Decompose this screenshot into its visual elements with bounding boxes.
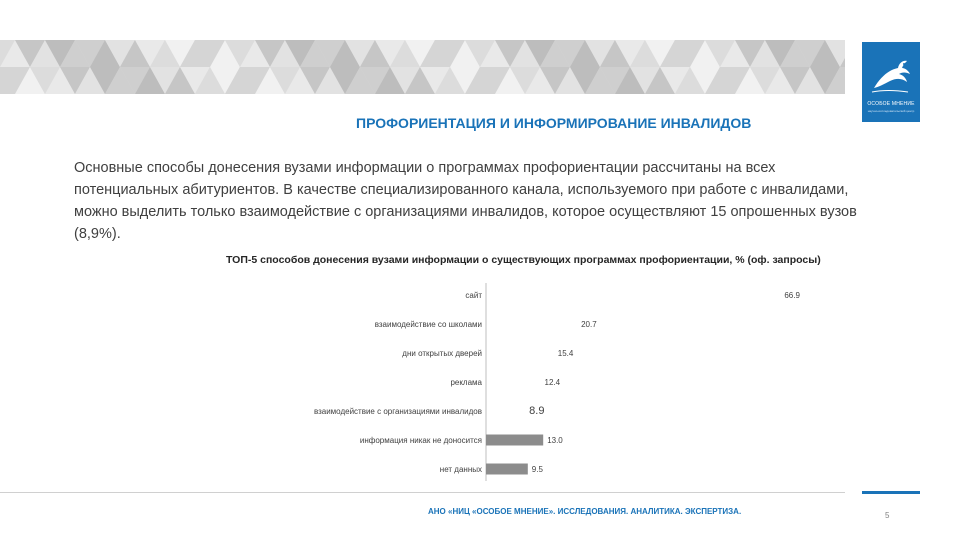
category-label: сайт [465,291,482,300]
value-label: 20.7 [581,320,597,329]
value-label: 8.9 [529,405,545,417]
bar [486,435,543,446]
value-label: 9.5 [531,465,543,474]
footer-divider [0,492,845,493]
footer-accent-bar [862,491,920,494]
value-label: 66.9 [784,291,800,300]
value-label: 13.0 [547,436,563,445]
logo-subtext: научно-исследовательский центр [867,109,915,113]
category-label: нет данных [439,465,482,474]
chart-title: ТОП-5 способов донесения вузами информации о существующих программах профориентации, % (оф. запросы) [226,254,821,266]
logo-text: ОСОБОЕ МНЕНИЕ [867,101,915,107]
footer-text: АНО «НИЦ «ОСОБОЕ МНЕНИЕ». ИССЛЕДОВАНИЯ. АНАЛИТИКА. ЭКСПЕРТИЗА. [428,507,742,516]
category-label: реклама [450,378,482,387]
bar [486,464,528,475]
page-title: ПРОФОРИЕНТАЦИЯ И ИНФОРМИРОВАНИЕ ИНВАЛИДОВ [356,115,752,131]
category-label: информация никак не доносится [359,436,482,445]
value-label: 15.4 [557,349,574,358]
value-label: 12.4 [544,378,561,387]
category-label: взаимодействие со школами [374,320,482,329]
category-label: дни открытых дверей [402,349,482,358]
category-label: взаимодействие с организациями инвалидов [313,407,482,416]
body-paragraph: Основные способы донесения вузами информации о программах профориентации рассчитаны на всех потенциальных абитуриентов. В качестве специализированного канала, используемого при работе с инвалидами, можно выделить только взаимодействие с организациями инвалидов, которое осуществляют 15 опрошенных вузов (8,9%). [74,160,857,242]
page-number: 5 [885,511,890,520]
